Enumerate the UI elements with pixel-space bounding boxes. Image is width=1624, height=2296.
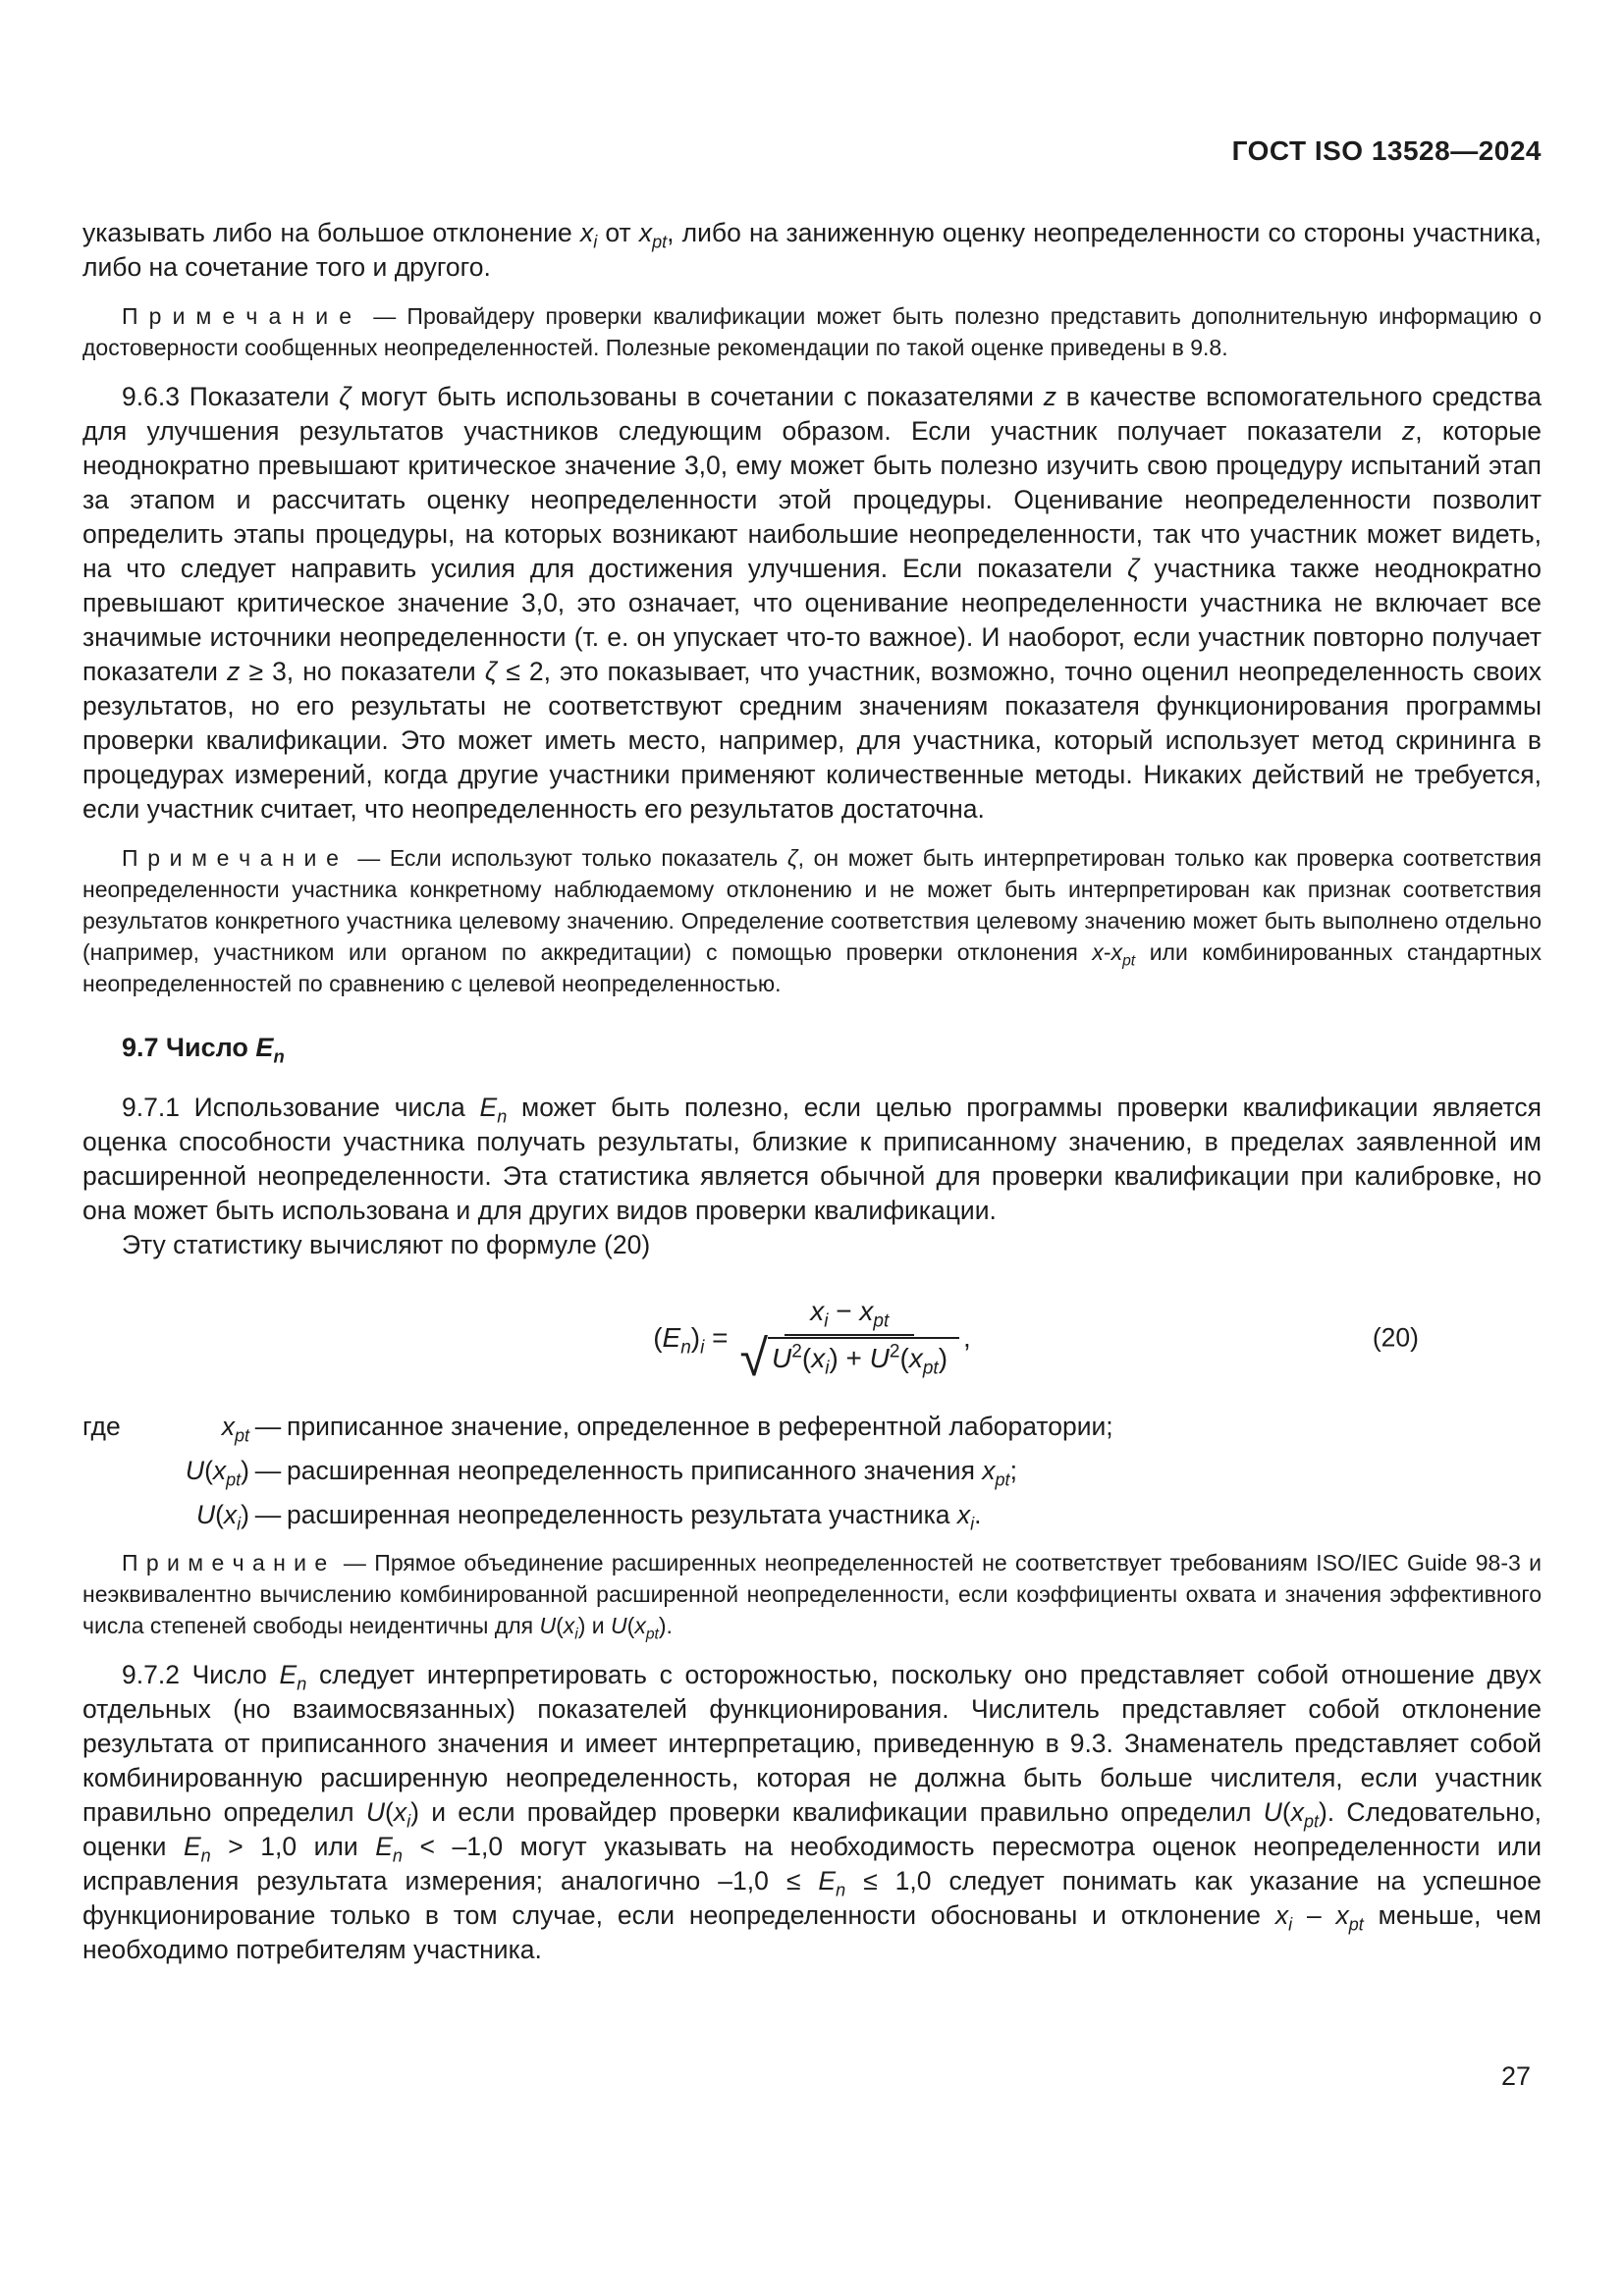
- equation-number: (20): [1372, 1322, 1419, 1353]
- page-content: [82, 216, 1542, 1967]
- where-term: $x_{pt}$: [221, 1412, 249, 1446]
- formula-denominator: [739, 1330, 960, 1387]
- paragraph-continuation: указывать либо на большое отклонение $x_i$ от $x_{pt}$, либо на заниженную оценку неопределенности со стороны участника, либо на сочетание того и другого.: [82, 218, 1542, 282]
- where-description: расширенная неопределенность приписанного значения $x_{pt}$;: [287, 1456, 1017, 1490]
- where-row: [82, 1498, 1542, 1534]
- page-number: 27: [1500, 2061, 1531, 2091]
- radical-sign: √: [739, 1330, 769, 1387]
- where-row: [82, 1410, 1542, 1446]
- note-2: П р и м е ч а н и е — Если используют только показатель ζ, он может быть интерпретирован только как проверка соответствия неопределенности участника конкретному наблюдаемому отклонению и не может быть интерпретирован как признак соответствия результатов конкретного участника целевому значению. Определение соответствия целевому значению может быть выполнено отдельно (например, участником или органом по аккредитации) с помощью проверки отклонения $x-x_{pt}$ или комбинированных стандартных неопределенностей по сравнению с целевой неопределенностью.: [82, 845, 1542, 996]
- formula-expression: [653, 1296, 971, 1387]
- note-3: П р и м е ч а н и е — Прямое объединение расширенных неопределенностей не соответствует требованиям ISO/IEC Guide 98-3 и неэквивалентно вычислению комбинированной расширенной неопределенности, если коэффициенты охвата и значения эффективного числа степеней свободы неидентичны для $U(x_i)$ и $U(x_{pt})$.: [82, 1550, 1542, 1643]
- where-dash: —: [254, 1456, 282, 1485]
- formula-radicand: $U^2(x_i) + U^2(x_{pt})$: [768, 1337, 959, 1376]
- formula-intro-line: Эту статистику вычисляют по формуле (20): [122, 1230, 651, 1259]
- where-dash: —: [254, 1412, 282, 1441]
- document-header-title: ГОСТ ISO 13528—2024: [1231, 135, 1542, 166]
- paragraph-9-6-3: 9.6.3 Показатели ζ могут быть использованы в сочетании с показателями z в качестве вспомогательного средства для улучшения результатов участников следующим образом. Если участник получает показатели z, которые неоднократно превышают критическое значение 3,0, ему может быть полезно изучить свою процедуру испытаний этап за этапом и рассчитать оценку неопределенности этой процедуры. Оценивание неопределенности позволит определить этапы процедуры, на которых возникают наибольшие неопределенности, так что участник может видеть, на что следует направить усилия для достижения улучшения. Если показатели ζ участника также неоднократно превышают критическое значение 3,0, это означает, что оценивание неопределенности участника не включает все значимые источники неопределенности (т. е. он упускает что-то важное). И наоборот, если участник повторно получает показатели z ≥ 3, но показатели ζ ≤ 2, это показывает, что участник, возможно, точно оценил неопределенность своих результатов, но его результаты не соответствуют средним значениям показателя функционирования программы проверки квалификации. Это может иметь место, например, для участника, который использует метод скрининга в процедурах измерений, когда другие участники применяют количественные методы. Никаких действий не требуется, если участник считает, что неопределенность его результатов достаточна.: [82, 382, 1542, 824]
- formula-20: [82, 1296, 1542, 1387]
- paragraph-9-7-1: 9.7.1 Использование числа $E_n$ может быть полезно, если целью программы проверки квалификации является оценка способности участника получать результаты, близкие к приписанному значению, в пределах заявленной им расширенной неопределенности. Эта статистика является обычной для проверки квалификации при калибровке, но она может быть использована и для других видов проверки квалификации.: [82, 1093, 1542, 1225]
- where-definitions: [82, 1410, 1542, 1534]
- paragraph-9-7-2: 9.7.2 Число $E_n$ следует интерпретировать с осторожностью, поскольку оно представляет собой отношение двух отдельных (но взаимосвязанных) показателей функционирования. Числитель представляет собой отклонение результата от приписанного значения и имеет интерпретацию, приведенную в 9.3. Знаменатель представляет собой комбинированную расширенную неопределенность, которая не должна быть больше числителя, если участник правильно определил $U(x_i)$ и если провайдер проверки квалификации правильно определил $U(x_{pt})$. Следовательно, оценки $E_n > 1,0$ или $E_n < -1,0$ могут указывать на необходимость пересмотра оценок неопределенности или исправления результата измерения; аналогично $-1,0 \le E_n \le 1,0$ следует понимать как указание на успешное функционирование только в том случае, если неопределенности обоснованы и отклонение $x_i - x_{pt}$ меньше, чем необходимо потребителям участника.: [82, 1660, 1543, 1964]
- where-term: $U(x_i)$: [195, 1500, 249, 1534]
- where-row: [82, 1454, 1542, 1490]
- note-1: П р и м е ч а н и е — Провайдеру проверки квалификации может быть полезно представить дополнительную информацию о достоверности сообщенных неопределенностей. Полезные рекомендации по такой оценке приведены в 9.8.: [82, 303, 1542, 360]
- section-heading-9-7: 9.7 Число $E_n$: [122, 1033, 285, 1067]
- formula-numerator: $x_i - x_{pt}$: [785, 1296, 914, 1336]
- where-term: $U(x_{pt})$: [185, 1456, 249, 1490]
- where-description: приписанное значение, определенное в референтной лаборатории;: [287, 1412, 1113, 1441]
- formula-lhs: $(E_n)_i$ =: [653, 1322, 729, 1359]
- formula-fraction: [739, 1296, 960, 1387]
- formula-comma: ,: [963, 1322, 971, 1353]
- where-lead-word: где: [82, 1412, 121, 1441]
- where-dash: —: [254, 1500, 282, 1529]
- where-description: расширенная неопределенность результата участника $x_i$.: [287, 1500, 982, 1534]
